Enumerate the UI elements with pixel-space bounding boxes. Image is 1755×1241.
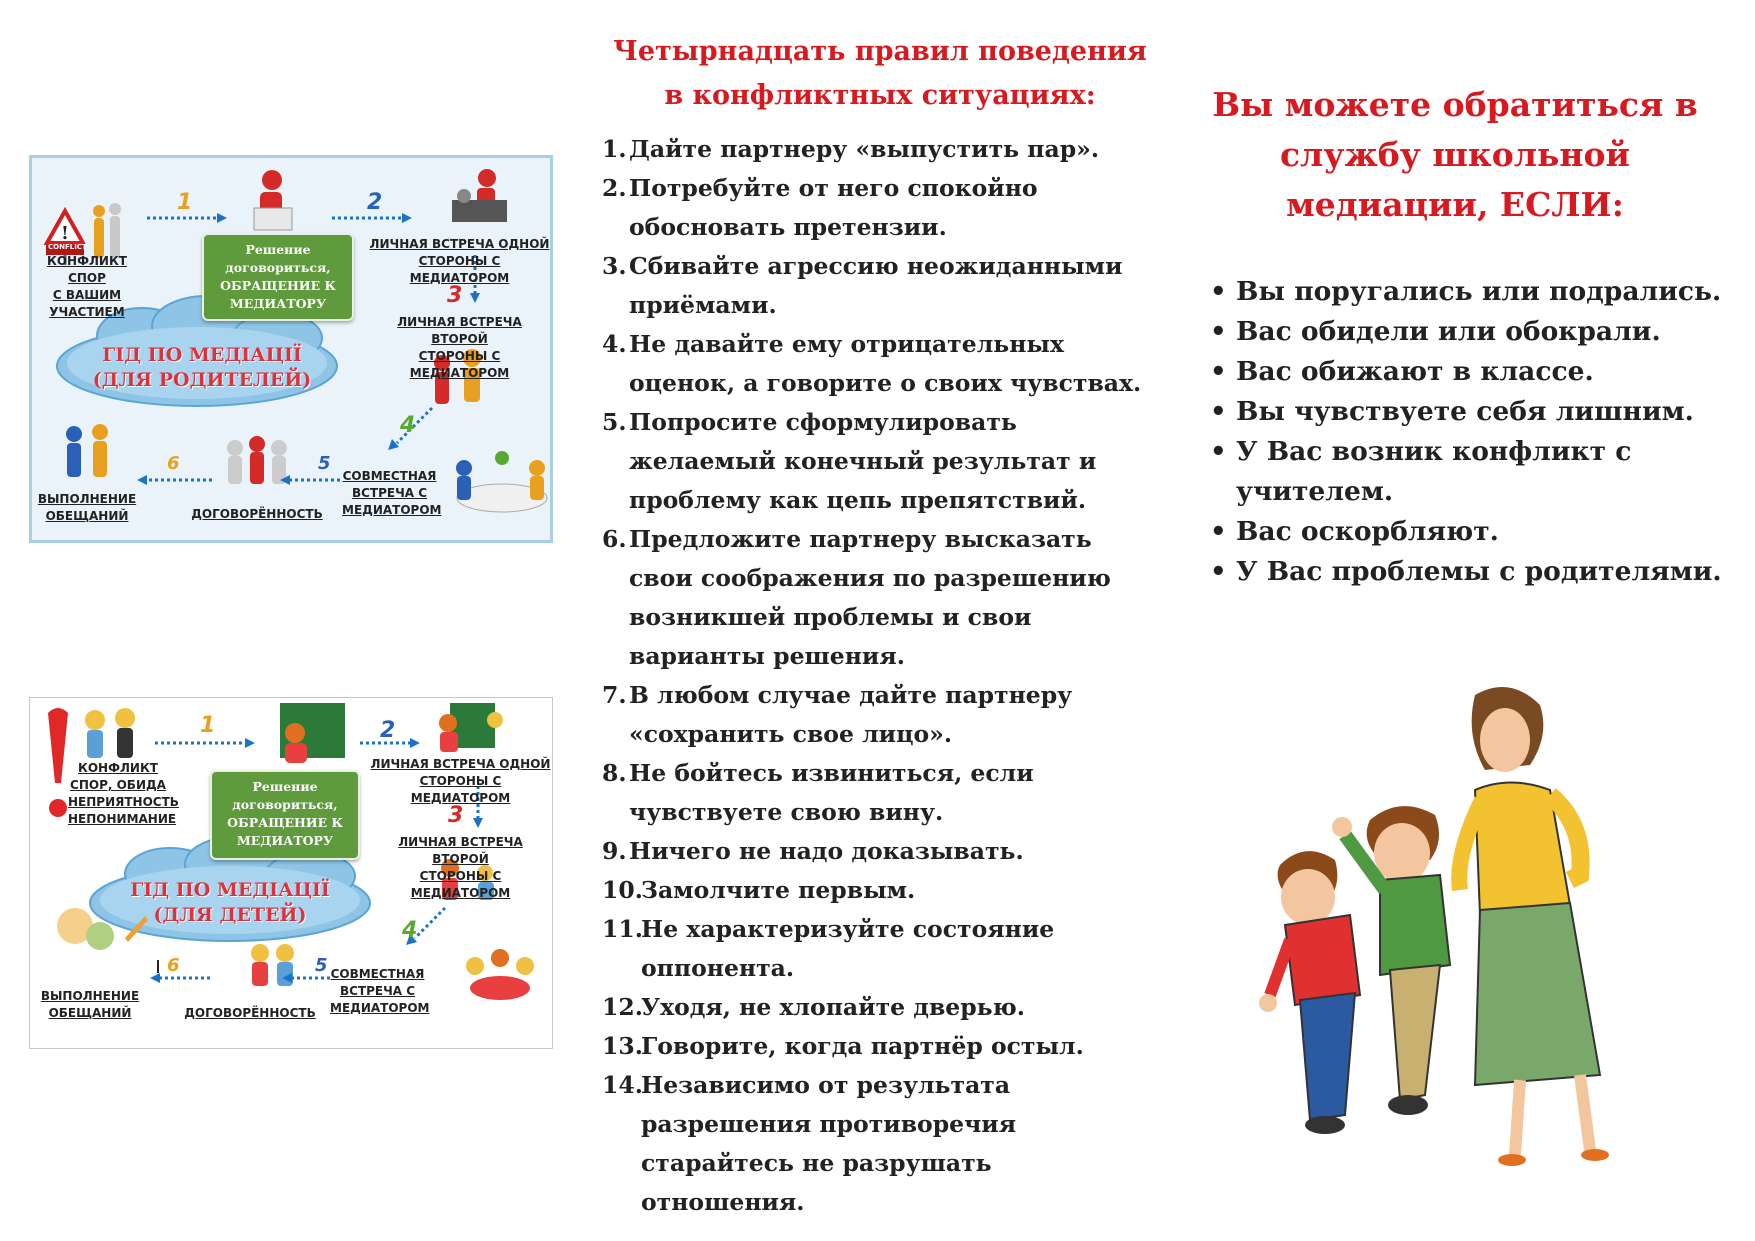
rule-number: 2.: [602, 174, 627, 202]
rule-item: [602, 325, 1162, 403]
rule-item: [602, 910, 1162, 988]
rule-number: 11.: [602, 915, 643, 943]
step-1-number: 1: [200, 713, 216, 738]
rule-number: 10.: [602, 876, 643, 904]
rule-text: Независимо от результата разрешения противоречия старайтесь не разрушать отношения.: [641, 1071, 1017, 1216]
conflict-people-icon: [93, 203, 121, 258]
rule-item: [602, 754, 1162, 832]
rule-item: [602, 988, 1162, 1027]
rule-number: 14.: [602, 1071, 643, 1099]
decision-box: Решение договориться, ОБРАЩЕНИЕ К МЕДИАТОРУ: [202, 233, 354, 321]
rule-number: 1.: [602, 135, 627, 163]
joint-meeting-icon: [466, 949, 534, 1000]
step6-label: ДОГОВОРЁННОСТЬ: [184, 1006, 316, 1020]
svg-text:!: !: [61, 223, 69, 244]
rule-text: Попросите сформулировать желаемый конечный результат и проблему как цепь препятствий.: [629, 408, 1097, 514]
rule-item: [602, 403, 1162, 520]
rule-number: 3.: [602, 252, 627, 280]
rule-number: 7.: [602, 681, 627, 709]
teacher-board-icon: [280, 703, 345, 763]
exclamation-icon: [48, 708, 68, 817]
conflict-label: КОНФЛИКТ СПОР С ВАШИМ УЧАСТИЕМ: [47, 254, 127, 319]
rule-number: 13.: [602, 1032, 643, 1060]
rules-list: [602, 130, 1162, 1222]
teacher-figure: [1459, 687, 1609, 1166]
mediation-reason-item: • Вас оскорбляют.: [1210, 512, 1730, 552]
fighting-kids-teacher-illustration: [1250, 675, 1650, 1175]
rule-text: Говорите, когда партнёр остыл.: [641, 1032, 1084, 1060]
rule-number: 6.: [602, 525, 627, 553]
step-5-number: 5: [318, 453, 331, 474]
step-2-number: 2: [367, 190, 383, 215]
rule-text: Не характеризуйте состояние оппонента.: [641, 915, 1055, 982]
rule-text: Ничего не надо доказывать.: [629, 837, 1024, 865]
step5-label: СОВМЕСТНАЯ ВСТРЕЧА С МЕДИАТОРОМ: [342, 469, 442, 517]
rule-text: В любом случае дайте партнеру «сохранить свое лицо».: [629, 681, 1073, 748]
step-3-number: 3: [447, 283, 463, 308]
rule-number: 8.: [602, 759, 627, 787]
speaker-podium-icon: [254, 170, 292, 230]
step-4-number: 4: [402, 918, 418, 943]
rule-text: Потребуйте от него спокойно обосновать претензии.: [629, 174, 1038, 241]
rule-item: [602, 130, 1162, 169]
mediation-reason-item: • Вы поругались или подрались.: [1210, 272, 1730, 312]
step-6-number: 6: [167, 453, 180, 474]
mediation-reason-item: • У Вас возник конфликт с учителем.: [1210, 432, 1730, 512]
mediation-title: Вы можете обратиться в службу школьной медиации, ЕСЛИ:: [1212, 85, 1698, 224]
step-4-number: 4: [400, 413, 416, 438]
rule-item: [602, 247, 1162, 325]
step2-label: ЛИЧНАЯ ВСТРЕЧА ОДНОЙ СТОРОНЫ С МЕДИАТОРОМ: [369, 237, 550, 285]
mediation-reason-item: • Вас обижают в классе.: [1210, 352, 1730, 392]
rule-item: [602, 832, 1162, 871]
mediator-desk-icon: [452, 169, 507, 222]
rules-title: Четырнадцать правил поведения в конфликтных ситуациях:: [613, 36, 1147, 111]
agreement-group-icon: [227, 436, 287, 484]
rule-text: Уходя, не хлопайте дверью.: [641, 993, 1025, 1021]
rule-item: [602, 871, 1162, 910]
rule-number: 5.: [602, 408, 627, 436]
rule-text: Не бойтесь извиниться, если чувствуете свою вину.: [629, 759, 1034, 826]
step3-label: ЛИЧНАЯ ВСТРЕЧА ВТОРОЙ СТОРОНЫ С МЕДИАТОРОМ: [398, 835, 523, 900]
rule-item: [602, 520, 1162, 676]
rule-text: Не давайте ему отрицательных оценок, а говорите о своих чувствах.: [629, 330, 1142, 397]
final-label: ВЫПОЛНЕНИЕ ОБЕЩАНИЙ: [37, 492, 137, 523]
joint-meeting-icon: [456, 451, 547, 512]
step3-label: ЛИЧНАЯ ВСТРЕЧА ВТОРОЙ СТОРОНЫ С МЕДИАТОРОМ: [397, 315, 522, 380]
kid-with-teacher-icon: [439, 703, 503, 752]
mediation-guide-kids-diagram: [29, 697, 553, 1049]
cloud-title: ГІД ПО МЕДІАЦІЇ (ДЛЯ РОДИТЕЛЕЙ): [92, 344, 312, 391]
rule-item: [602, 1027, 1162, 1066]
cloud-title: ГІД ПО МЕДІАЦІЇ (ДЛЯ ДЕТЕЙ): [130, 879, 330, 926]
mediation-reason-item: • У Вас проблемы с родителями.: [1210, 552, 1730, 592]
mediation-reason-item: • Вас обидели или обокрали.: [1210, 312, 1730, 352]
rule-number: 9.: [602, 837, 627, 865]
step5-label: СОВМЕСТНАЯ ВСТРЕЧА С МЕДИАТОРОМ: [330, 967, 430, 1015]
rule-number: 12.: [602, 993, 643, 1021]
step-5-number: 5: [315, 955, 328, 976]
step-3-number: 3: [448, 803, 464, 828]
boy-red-figure: [1259, 851, 1360, 1134]
mediation-reason-item: • Вы чувствуете себя лишним.: [1210, 392, 1730, 432]
mediation-reasons-list: [1210, 272, 1730, 592]
mediation-guide-parents-diagram: [29, 155, 553, 543]
rule-number: 4.: [602, 330, 627, 358]
rule-text: Дайте партнеру «выпустить пар».: [629, 135, 1100, 163]
rule-item: [602, 676, 1162, 754]
decision-box: Решение договориться, ОБРАЩЕНИЕ К МЕДИАТОРУ: [210, 770, 360, 860]
step-6-number: 6: [167, 955, 180, 976]
handshake-icon: [66, 424, 108, 477]
rule-item: [602, 169, 1162, 247]
conflict-label: КОНФЛИКТ СПОР, ОБИДА НЕПРИЯТНОСТЬ НЕПОНИМАНИЕ: [68, 761, 179, 826]
step2-label: ЛИЧНАЯ ВСТРЕЧА ОДНОЙ СТОРОНЫ С МЕДИАТОРОМ: [370, 757, 551, 805]
warning-sign-caption: CONFLICT: [48, 243, 87, 251]
rule-text: Предложите партнеру высказать свои соображения по разрешению возникшей проблемы и свои варианты решения.: [629, 525, 1111, 670]
step-1-number: 1: [177, 190, 193, 215]
step6-label: ДОГОВОРЁННОСТЬ: [191, 507, 323, 521]
rule-text: Замолчите первым.: [641, 876, 916, 904]
final-label: ВЫПОЛНЕНИЕ ОБЕЩАНИЙ: [40, 989, 140, 1020]
conflict-kids-icon: [85, 708, 135, 758]
step-2-number: 2: [380, 718, 396, 743]
rule-text: Сбивайте агрессию неожиданными приёмами.: [629, 252, 1123, 319]
rule-item: [602, 1066, 1162, 1222]
